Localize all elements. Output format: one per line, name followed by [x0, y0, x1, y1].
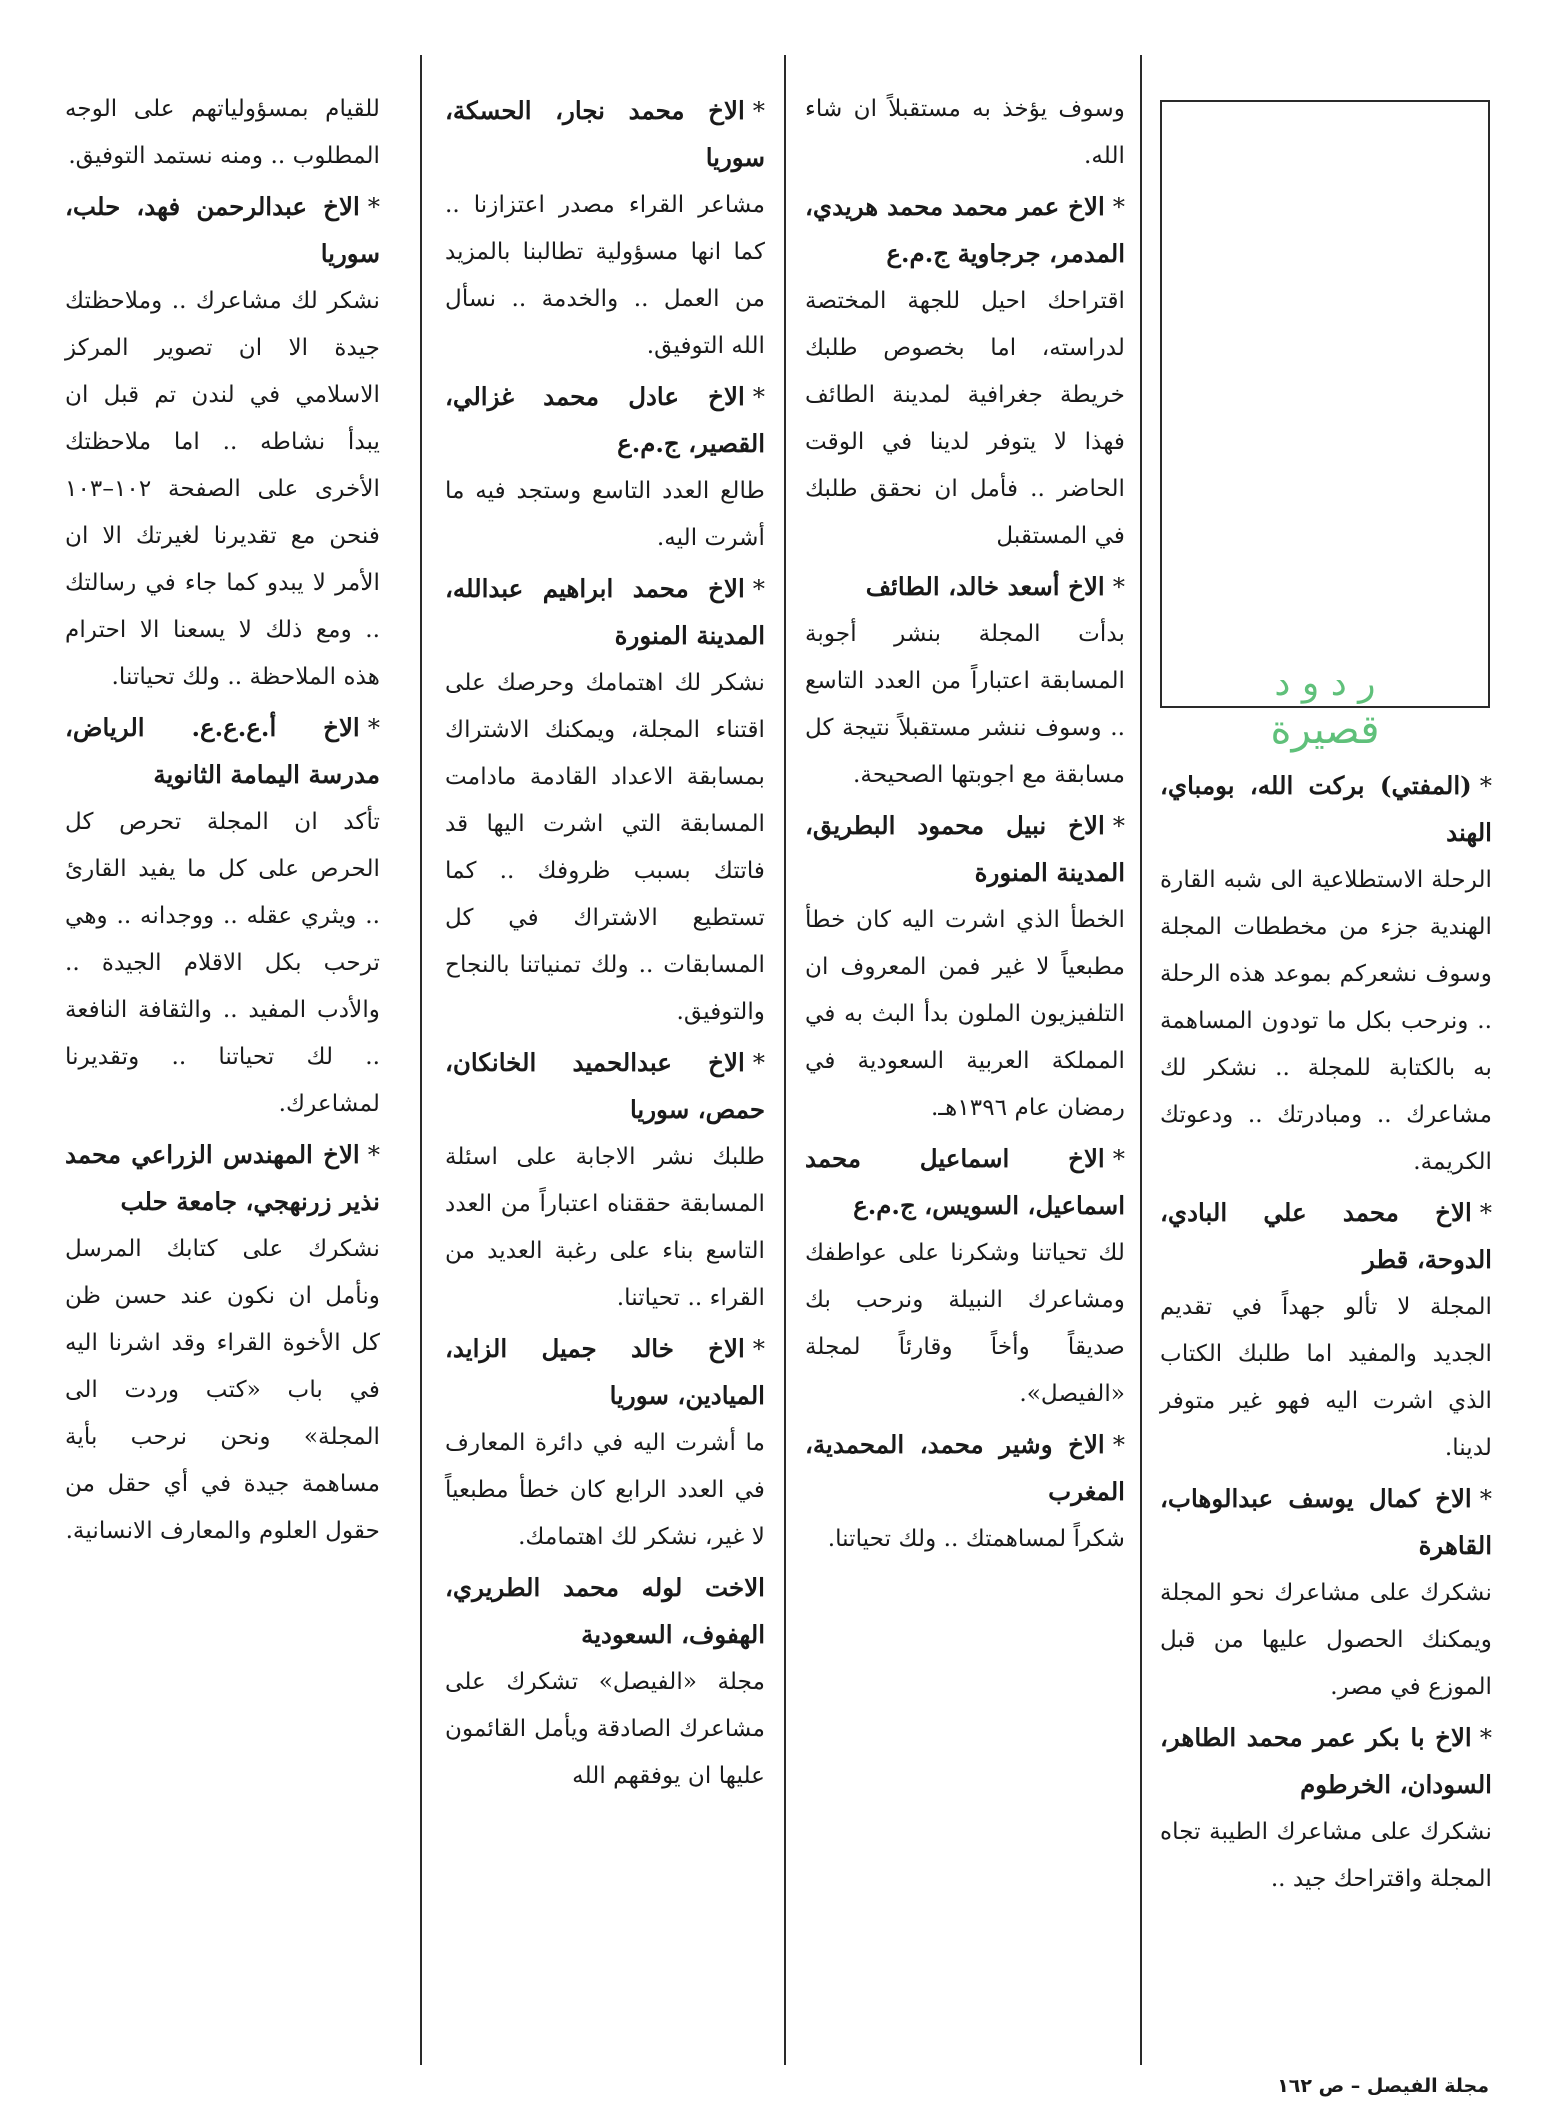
reply-recipient [805, 1135, 1125, 1229]
reply-text: مشاعر القراء مصدر اعتزازنا .. كما انها مسؤولية تطالبنا بالمزيد من العمل .. والخدمة .. نسأل الله التوفيق. [445, 191, 765, 359]
reply-entry [805, 85, 1125, 179]
reply-recipient [1160, 1714, 1492, 1808]
reply-entry [805, 183, 1125, 559]
reply-text: نشكرك على مشاعرك الطيبة تجاه المجلة واقتراحك جيد .. [1160, 1818, 1492, 1892]
asterisk-marker: * [1112, 811, 1125, 840]
reply-text: نشكرك على مشاعرك نحو المجلة ويمكنك الحصول عليها من قبل الموزع في مصر. [1160, 1579, 1492, 1700]
recipient-name: الاخ محمد علي البادي، الدوحة، قطر [1160, 1198, 1492, 1274]
recipient-name: الاخ وشير محمد، المحمدية، المغرب [805, 1430, 1125, 1506]
column-2 [805, 85, 1125, 1566]
recipient-name: الاخ عادل محمد غزالي، القصير، ج.م.ع [445, 382, 765, 458]
recipient-name: الاخ خالد جميل الزايد، الميادين، سوريا [445, 1334, 765, 1410]
section-title-line1: ر د و د [1274, 663, 1376, 704]
reply-recipient [805, 802, 1125, 896]
reply-entry [1160, 1714, 1492, 1902]
reply-entry [65, 704, 380, 1127]
recipient-name: الاخ عمر محمد محمد هريدي، المدمر، جرجاوية ج.م.ع [805, 192, 1125, 268]
reply-recipient [1160, 762, 1492, 856]
reply-recipient [445, 1564, 765, 1658]
column-divider [1140, 55, 1142, 2065]
recipient-name: الاخ محمد ابراهيم عبدالله، المدينة المنورة [445, 574, 765, 650]
reply-recipient [445, 373, 765, 467]
reply-text: طالع العدد التاسع وستجد فيه ما أشرت اليه. [445, 477, 765, 551]
column-4 [65, 85, 380, 1558]
reply-entry [445, 1039, 765, 1321]
column-3 [445, 85, 765, 1803]
asterisk-marker: * [752, 1048, 765, 1077]
asterisk-marker: * [367, 192, 380, 221]
reply-text: المجلة لا تألو جهداً في تقديم الجديد والمفيد اما طلبك الكتاب الذي اشرت اليه فهو غير متوفر لدينا. [1160, 1293, 1492, 1461]
recipient-name: (المفتي) بركت الله، بومباي، الهند [1160, 771, 1492, 847]
reply-entry [445, 373, 765, 561]
reply-recipient [445, 87, 765, 181]
reply-text: تأكد ان المجلة تحرص كل الحرص على كل ما يفيد القارئ .. ويثري عقله .. ووجدانه .. وهي ترحب بكل الاقلام الجيدة .. والأدب المفيد .. والثقافة النافعة .. لك تحياتنا .. وتقديرنا لمشاعرك. [65, 808, 380, 1117]
reply-recipient [445, 1039, 765, 1133]
reply-text: طلبك نشر الاجابة على اسئلة المسابقة حققناه اعتباراً من العدد التاسع بناء على رغبة العديد من القراء .. تحياتنا. [445, 1143, 765, 1311]
recipient-name: الاخ أسعد خالد، الطائف [865, 572, 1105, 601]
asterisk-marker: * [752, 1334, 765, 1363]
reply-entry [445, 565, 765, 1035]
recipient-name: الاخ كمال يوسف عبدالوهاب، القاهرة [1160, 1484, 1492, 1560]
recipient-name: الاخ أ.ع.ع.ع. الرياض، مدرسة اليمامة الثانوية [65, 713, 380, 789]
section-title [1162, 662, 1488, 754]
asterisk-marker: * [1112, 1144, 1125, 1173]
reply-entry [1160, 1189, 1492, 1471]
column-1 [1160, 760, 1492, 1906]
reply-recipient [65, 183, 380, 277]
reply-text: نشكر لك مشاعرك .. وملاحظتك جيدة الا ان تصوير المركز الاسلامي في لندن تم قبل ان يبدأ نشاطه .. اما ملاحظتك الأخرى على الصفحة ١٠٢–١٠٣ فنحن مع تقديرنا لغيرتك الا ان الأمر لا يبدو كما جاء في رسالتك .. ومع ذلك لا يسعنا الا احترام هذه الملاحظة .. ولك تحياتنا. [65, 287, 380, 690]
recipient-name: الاخت لوله محمد الطريري، الهفوف، السعودية [445, 1573, 765, 1649]
asterisk-marker: * [752, 96, 765, 125]
asterisk-marker: * [1112, 572, 1125, 601]
reply-recipient [65, 1131, 380, 1225]
reply-text: مجلة «الفيصل» تشكرك على مشاعرك الصادقة ويأمل القائمون عليها ان يوفقهم الله [445, 1668, 765, 1789]
reply-text: وسوف يؤخذ به مستقبلاً ان شاء الله. [805, 95, 1125, 169]
reply-entry [445, 87, 765, 369]
asterisk-marker: * [1479, 1198, 1492, 1227]
asterisk-marker: * [1479, 1723, 1492, 1752]
reply-text: لك تحياتنا وشكرنا على عواطفك ومشاعرك النبيلة ونرحب بك صديقاً وأخاً وقارئاً لمجلة «الفيصل». [805, 1239, 1125, 1407]
recipient-name: الاخ المهندس الزراعي محمد نذير زرنهجي، جامعة حلب [65, 1140, 380, 1216]
reply-text: نشكرك على كتابك المرسل ونأمل ان نكون عند حسن ظن كل الأخوة القراء وقد اشرنا اليه في باب «كتب وردت الى المجلة» ونحن نرحب بأية مساهمة جيدة في أي حقل من حقول العلوم والمعارف الانسانية. [65, 1235, 380, 1544]
reply-entry [805, 563, 1125, 798]
recipient-name: الاخ با بكر عمر محمد الطاهر، السودان، الخرطوم [1160, 1723, 1492, 1799]
reply-entry [805, 1135, 1125, 1417]
recipient-name: الاخ عبدالرحمن فهد، حلب، سوريا [65, 192, 380, 268]
reply-text: الخطأ الذي اشرت اليه كان خطأ مطبعياً لا غير فمن المعروف ان التلفيزيون الملون بدأ البث به في المملكة العربية السعودية في رمضان عام ١٣٩٦هـ. [805, 906, 1125, 1121]
recipient-name: الاخ عبدالحميد الخانكان، حمص، سوريا [445, 1048, 765, 1124]
asterisk-marker: * [367, 1140, 380, 1169]
reply-entry [805, 1421, 1125, 1562]
reply-text: شكراً لمساهمتك .. ولك تحياتنا. [827, 1525, 1125, 1552]
page-footer: مجلة الفيصل – ص ١٦٢ [1277, 2075, 1489, 2097]
reply-recipient [805, 563, 1125, 610]
asterisk-marker: * [367, 713, 380, 742]
reply-text: نشكر لك اهتمامك وحرصك على اقتناء المجلة، ويمكنك الاشتراك بمسابقة الاعداد القادمة مادامت المسابقة التي اشرت اليها قد فاتتك بسبب ظروفك .. كما تستطيع الاشتراك في كل المسابقات .. ولك تمنياتنا بالنجاح والتوفيق. [445, 669, 765, 1025]
reply-recipient [65, 704, 380, 798]
reply-entry [65, 183, 380, 700]
recipient-name: الاخ محمد نجار، الحسكة، سوريا [445, 96, 765, 172]
asterisk-marker: * [1479, 1484, 1492, 1513]
section-title-line2: قصيرة [1270, 707, 1380, 753]
reply-entry [1160, 1475, 1492, 1710]
reply-entry [445, 1325, 765, 1560]
reply-recipient [805, 183, 1125, 277]
reply-text: الرحلة الاستطلاعية الى شبه القارة الهندية جزء من مخططات المجلة وسوف نشعركم بموعد هذه الرحلة .. ونرحب بكل ما تودون المساهمة به بالكتابة للمجلة .. نشكر لك مشاعرك .. ومبادرتك .. ودعوتك الكريمة. [1160, 866, 1492, 1175]
reply-entry [805, 802, 1125, 1131]
asterisk-marker: * [1112, 192, 1125, 221]
reply-entry [1160, 762, 1492, 1185]
reply-recipient [445, 565, 765, 659]
reply-entry [65, 1131, 380, 1554]
reply-text: بدأت المجلة بنشر أجوبة المسابقة اعتباراً من العدد التاسع .. وسوف ننشر مستقبلاً نتيجة كل مسابقة مع اجوبتها الصحيحة. [805, 620, 1125, 788]
section-title-box [1160, 100, 1490, 753]
reply-entry [65, 85, 380, 179]
column-divider [420, 55, 422, 2065]
reply-text: اقتراحك احيل للجهة المختصة لدراسته، اما بخصوص طلبك خريطة جغرافية لمدينة الطائف فهذا لا يتوفر لدينا في الوقت الحاضر .. فأمل ان نحقق طلبك في المستقبل [805, 287, 1125, 549]
asterisk-marker: * [1112, 1430, 1125, 1459]
recipient-name: الاخ نبيل محمود البطريق، المدينة المنورة [805, 811, 1125, 887]
asterisk-marker: * [1479, 771, 1492, 800]
asterisk-marker: * [752, 382, 765, 411]
reply-entry [445, 1564, 765, 1799]
reply-text: للقيام بمسؤولياتهم على الوجه المطلوب .. ومنه نستمد التوفيق. [65, 95, 380, 169]
reply-recipient [445, 1325, 765, 1419]
reply-recipient [1160, 1475, 1492, 1569]
reply-recipient [1160, 1189, 1492, 1283]
reply-recipient [805, 1421, 1125, 1515]
asterisk-marker: * [752, 574, 765, 603]
column-divider [784, 55, 786, 2065]
recipient-name: الاخ اسماعيل محمد اسماعيل، السويس، ج.م.ع [805, 1144, 1125, 1220]
reply-text: ما أشرت اليه في دائرة المعارف في العدد الرابع كان خطأ مطبعياً لا غير، نشكر لك اهتمامك. [445, 1429, 765, 1550]
